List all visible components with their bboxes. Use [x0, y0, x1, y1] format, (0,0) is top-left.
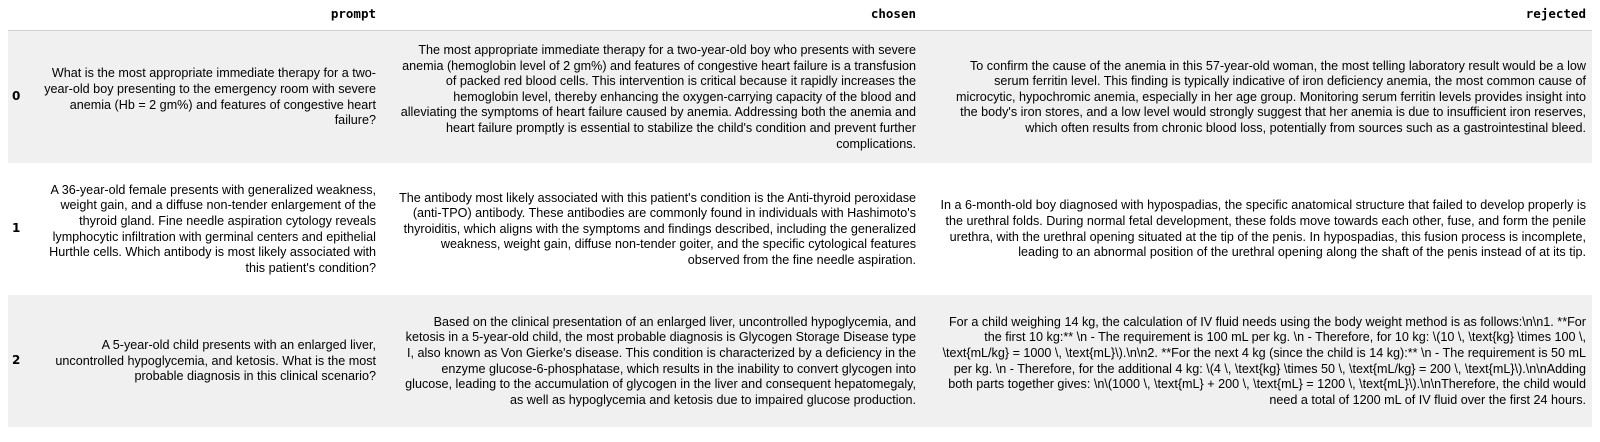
row-index: 2 [12, 352, 21, 367]
column-header-prompt: prompt [26, 4, 382, 30]
index-column-header [8, 4, 26, 30]
rejected-cell: For a child weighing 14 kg, the calculation of IV fluid needs using the body weight method is as follows:\n\n1. **For the first 10 kg:** \n - The requirement is 100 mL per kg. \n - Therefore, for 10 kg: \(10 \, \text{kg} \times 100 \, \text{mL/kg} = 1000 \, \text{mL}\).\n\n2. **For the next 4 kg (since the child is 14 kg):** \n - The requirement is 50 mL per kg. \n - Therefore, for the additional 4 kg: \(4 \, \text{kg} \times 50 \, \text{mL/kg} = 200 \, \text{mL}\).\n\nAdding both parts together gives: \n\(1000 \, \text{mL} + 200 \, \text{mL} = 1200 \, \text{mL}\).\n\nTherefore, the child would need a total of 1200 mL of IV fluid over the first 24 hours. [942, 314, 1586, 407]
table-header [8, 4, 1592, 30]
chosen-cell: Based on the clinical presentation of an enlarged liver, uncontrolled hypoglycemia, and ketosis in a 5-year-old child, the most probable diagnosis is Glycogen Storage Disease type I, also known as Von Gierke's disease. This condition is characterized by a deficiency in the enzyme glucose-6-phosphatase, which results in the inability to convert glycogen into glucose, leading to the accumulation of glycogen in the liver and consequent hepatomegaly, as well as hypoglycemia and ketosis due to impaired glucose production. [405, 314, 916, 407]
row-index: 1 [12, 220, 21, 235]
header-row [8, 4, 1592, 30]
row-index: 0 [12, 88, 21, 103]
prompt-cell: What is the most appropriate immediate therapy for a two-year-old boy presenting to the emergency room with severe anemia (Hb = 2 gm%) and features of congestive heart failure? [44, 66, 376, 128]
prompt-cell: A 36-year-old female presents with generalized weakness, weight gain, and a diffuse non-tender enlargement of the thyroid gland. Fine needle aspiration cytology reveals lymphocytic infiltration with germinal centers and epithelial Hurthle cells. Which antibody is most likely associated with this patient's condition? [49, 182, 376, 275]
table-row [8, 295, 1592, 427]
dataframe-table [8, 4, 1592, 427]
column-header-chosen: chosen [382, 4, 922, 30]
prompt-cell: A 5-year-old child presents with an enlarged liver, uncontrolled hypoglycemia, and ketosis. What is the most probable diagnosis in this clinical scenario? [55, 338, 376, 384]
column-header-rejected: rejected [922, 4, 1592, 30]
table-body [8, 30, 1592, 427]
chosen-cell: The most appropriate immediate therapy for a two-year-old boy who presents with severe anemia (hemoglobin level of 2 gm%) and features of congestive heart failure is a transfusion of packed red blood cells. This intervention is critical because it rapidly increases the hemoglobin level, thereby enhancing the oxygen-carrying capacity of the blood and alleviating the symptoms of heart failure caused by anemia. Addressing both the anemia and heart failure promptly is essential to stabilize the child's condition and prevent further complications. [400, 43, 916, 151]
rejected-cell: To confirm the cause of the anemia in this 57-year-old woman, the most telling laboratory result would be a low serum ferritin level. This finding is typically indicative of iron deficiency anemia, the most common cause of microcytic, hypochromic anemia, especially in her age group. Monitoring serum ferritin levels provides insight into the body's iron stores, and a low level would strongly suggest that her anemia is due to insufficient iron reserves, which often results from chronic blood loss, potentially from sources such as a gastrointestinal bleed. [956, 58, 1586, 135]
table-row [8, 163, 1592, 295]
rejected-cell: In a 6-month-old boy diagnosed with hypospadias, the specific anatomical structure that failed to develop properly is the urethral folds. During normal fetal development, these folds move towards each other, fuse, and form the penile urethra, with the urethral opening situated at the tip of the penis. In hypospadias, this fusion process is incomplete, leading to an abnormal position of the urethral opening along the shaft of the penis instead of at its tip. [940, 198, 1586, 260]
chosen-cell: The antibody most likely associated with this patient's condition is the Anti-thyroid peroxidase (anti-TPO) antibody. These antibodies are commonly found in individuals with Hashimoto's thyroiditis, which aligns with the symptoms and findings described, including the generalized weakness, weight gain, diffuse non-tender goiter, and the specific cytological features observed from the fine needle aspiration. [399, 190, 916, 267]
table-row [8, 30, 1592, 163]
